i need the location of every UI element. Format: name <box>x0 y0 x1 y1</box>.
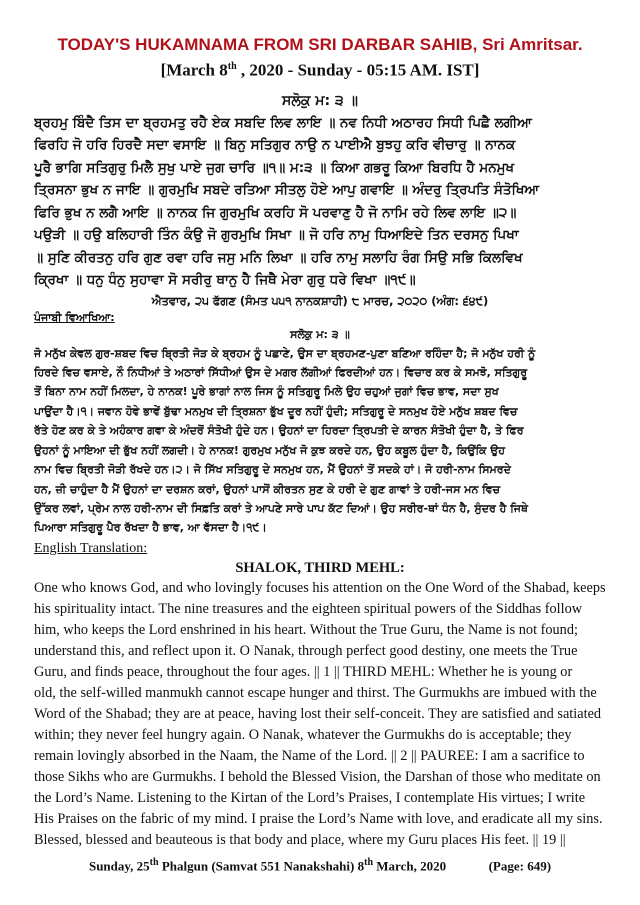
english-line: remain lovingly absorbed in the Naam, the Name of the Lord. || 2 || PAUREE: I am a sacrifice to <box>34 747 585 764</box>
subtitle-date: [March 8 <box>160 60 228 80</box>
vyakhia-line: ਨਾਮ ਵਿਚ ਬ੍ਰਿਤੀ ਜੋੜੀ ਰੱਖਦੇ ਹਨ।੨। ਜੋ ਸਿੱਖ ਸਤਿਗੁਰੂ ਦੇ ਸਨਮੁਖ ਹਨ, ਮੈਂ ਉਹਨਾਂ ਤੋਂ ਸਦਕੇ ਹਾਂ। ਜੋ ਹਰੀ-ਨਾਮ ਸਿਮਰਦੇ <box>34 463 511 477</box>
english-line: understand this, and reflect upon it. O Nanak, through perfect good destiny, one meets the True <box>34 642 578 659</box>
gurmukhi-date-line: ਐਤਵਾਰ, ੨੫ ਫੱਗਣ (ਸੰਮਤ ੫੫੧ ਨਾਨਕਸ਼ਾਹੀ) ੮ ਮਾਰਚ, ੨੦੨੦ (ਅੰਗ: ੬੪੯) <box>151 293 489 308</box>
vyakhia-line: ਉੱਕਰ ਲਵਾਂ, ਪ੍ਰੇਮ ਨਾਲ ਹਰੀ-ਨਾਮ ਦੀ ਸਿਫ਼ਤਿ ਕਰਾਂ ਤੇ ਆਪਣੇ ਸਾਰੇ ਪਾਪ ਕੱਟ ਦਿਆਂ। ਉਹ ਸਰੀਰ-ਥਾਂ ਧੰਨ ਹੈ, ਸੁੰਦਰ ਹੈ ਜਿਥੇ <box>34 501 528 515</box>
english-line: his spirituality intact. The nine treasures and the eighteen spiritual powers of the Siddhas follow <box>34 600 583 617</box>
footer-page-number: (Page: 649) <box>488 858 552 874</box>
vyakhia-heading: ਸਲੋਕੁ ਮ: ੩ ॥ <box>290 327 350 341</box>
vyakhia-line: ਹਿਰਦੇ ਵਿਚ ਵਸਾਏ, ਨੌ ਨਿਧੀਆਂ ਤੇ ਅਠਾਰਾਂ ਸਿੱਧੀਆਂ ਉਸ ਦੇ ਮਗਰ ਲੱਗੀਆਂ ਫਿਰਦੀਆਂ ਹਨ। ਵਿਚਾਰ ਕਰ ਕੇ ਸਮਝੋ, ਸਤਿਗੁਰੂ <box>34 366 528 380</box>
english-line: Blessed, blessed and beauteous is that body and place, where my Guru places His feet. || 19 || <box>34 831 566 848</box>
english-line: within; they never feel hungry again. O Nanak, whatever the Gurmukhs do is acceptable; they <box>34 726 572 743</box>
english-line: the Lord’s Name. Listening to the Kirtan of the Lord’s Praises, I contemplate His virtues; I write <box>34 789 586 806</box>
vyakhia-line: ਹਨ, ਜ਼ੀ ਚਾਹੁੰਦਾ ਹੈ ਮੈਂ ਉਹਨਾਂ ਦਾ ਦਰਸ਼ਨ ਕਰਾਂ, ਉਹਨਾਂ ਪਾਸੋਂ ਕੀਰਤਨ ਸੁਣ ਕੇ ਹਰੀ ਦੇ ਗੁਣ ਗਾਵਾਂ ਤੇ ਹਰੀ-ਜਸ ਮਨ ਵਿਚ <box>34 482 501 496</box>
english-line: Word of the Shabad; they are at peace, having lost their self-conceit. They are satisfied and satiated <box>34 705 602 722</box>
footer-ordinal-2: th <box>364 856 374 868</box>
english-translation-text <box>34 578 606 851</box>
english-line: His Praises on the fabric of my mind. I praise the Lord’s Name with love, and eradicate all my sins. <box>34 810 603 827</box>
subtitle-time: , 2020 - Sunday - 05:15 AM. IST] <box>236 60 480 80</box>
vyakhia-line: ਤੋਂ ਬਿਨਾ ਨਾਮ ਨਹੀਂ ਮਿਲਦਾ, ਹੇ ਨਾਨਕ! ਪੂਰੇ ਭਾਗਾਂ ਨਾਲ ਜਿਸ ਨੂੰ ਸਤਿਗੁਰੂ ਮਿਲੇ ਉਹ ਚਹੁਆਂ ਜੁਗਾਂ ਵਿਚ ਭਾਵ, ਸਦਾ ਸੁਖ <box>34 385 499 399</box>
page-title: TODAY'S HUKAMNAMA FROM SRI DARBAR SAHIB, Sri Amritsar. <box>57 35 583 54</box>
vyakhia-line: ਜੋ ਮਨੁੱਖ ਕੇਵਲ ਗੁਰ-ਸ਼ਬਦ ਵਿਚ ਬ੍ਰਿਤੀ ਜੋੜ ਕੇ ਬ੍ਰਹਮ ਨੂੰ ਪਛਾਣੇ, ਉਸ ਦਾ ਬ੍ਰਹਮਣ-ਪੁਣਾ ਬਣਿਆ ਰਹਿੰਦਾ ਹੈ; ਜੋ ਮਨੁੱਖ ਹਰੀ ਨੂੰ <box>34 346 536 360</box>
footer-weekday: Sunday, 25 <box>88 858 150 874</box>
punjabi-vyakhia-label: ਪੰਜਾਬੀ ਵਿਆਖਿਆ: <box>34 310 115 324</box>
vyakhia-line: ਰੱਤੇ ਹੋਣ ਕਰ ਕੇ ਤੇ ਅਹੰਕਾਰ ਗਵਾ ਕੇ ਅੰਦਰੋਂ ਸੰਤੋਖੀ ਹੁੰਦੇ ਹਨ। ਉਹਨਾਂ ਦਾ ਹਿਰਦਾ ਤ੍ਰਿਪਤੀ ਦੇ ਕਾਰਨ ਸੰਤੋਖੀ ਹੁੰਦਾ ਹੈ, ਤੇ ਫਿਰ <box>34 424 524 438</box>
footer-samvat: Phalgun (Samvat 551 Nanakshahi) 8 <box>158 858 365 874</box>
gurbani-line: ॥ ਸੁਣਿ ਕੀਰਤਨੁ ਹਰਿ ਗੁਣ ਰਵਾ ਹਰਿ ਜਸੁ ਮਨਿ ਲਿਖਾ ॥ ਹਰਿ ਨਾਮੁ ਸਲਾਹਿ ਰੰਗ ਸਿਉ ਸਭਿ ਕਿਲਵਿਖ <box>34 249 523 266</box>
gurbani-line: ਤ੍ਰਿਸਨਾ ਭੁਖ ਨ ਜਾਇ ॥ ਗੁਰਮੁਖਿ ਸਬਦੇ ਰਤਿਆ ਸੀਤਲੁ ਹੋਏ ਆਪੁ ਗਵਾਇ ॥ ਅੰਦਰੁ ਤ੍ਰਿਪਤਿ ਸੰਤੋਖਿਆ <box>34 182 540 199</box>
english-line: those Sikhs who are Gurmukhs. I behold the Blessed Vision, the Darshan of those who meditate on <box>34 768 601 785</box>
english-line: Guru, and finds peace, throughout the four ages. || 1 || THIRD MEHL: Whether he is young or <box>34 663 573 680</box>
footer-month: March, 2020 <box>373 858 447 874</box>
english-line: old, the self-willed manmukh cannot escape hunger and thirst. The Gurmukhs are imbued with the <box>34 684 597 701</box>
vyakhia-line: ਪਾਉਂਦਾ ਹੈ।੧। ਜਵਾਨ ਹੋਵੇ ਭਾਵੇਂ ਬੁੱਢਾ ਮਨਮੁਖ ਦੀ ਤ੍ਰਿਸ਼ਨਾ ਭੁੱਖ ਦੂਰ ਨਹੀਂ ਹੁੰਦੀ; ਸਤਿਗੁਰੂ ਦੇ ਸਨਮੁਖ ਹੋਏ ਮਨੁੱਖ ਸ਼ਬਦ ਵਿਚ <box>34 404 518 418</box>
page-subtitle <box>34 56 606 82</box>
gurbani-line: ਕ੍ਰਿਖਾ ॥ ਧਨੁ ਧੰਨੁ ਸੁਹਾਵਾ ਸੋ ਸਰੀਰੁ ਥਾਨੁ ਹੈ ਜਿਥੈ ਮੇਰਾ ਗੁਰੁ ਧਰੇ ਵਿਖਾ ॥੧੯॥ <box>34 272 416 289</box>
punjabi-vyakhia-text <box>34 344 606 538</box>
footer-date-line <box>34 853 606 876</box>
gurbani-line: ਬ੍ਰਹਮੁ ਬਿੰਦੈ ਤਿਸ ਦਾ ਬ੍ਰਹਮਤੁ ਰਹੈ ਏਕ ਸਬਦਿ ਲਿਵ ਲਾਇ ॥ ਨਵ ਨਿਧੀ ਅਠਾਰਹ ਸਿਧੀ ਪਿਛੈ ਲਗੀਆ <box>34 114 532 131</box>
english-line: him, who keeps the Lord enshrined in his heart. Without the True Guru, the Name is not found; <box>34 621 578 638</box>
vyakhia-line: ਪਿਆਰਾ ਸਤਿਗੁਰੂ ਪੈਰ ਰੱਖਦਾ ਹੈ ਭਾਵ, ਆ ਵੱਸਦਾ ਹੈ।੧੯। <box>34 521 267 535</box>
english-heading: SHALOK, THIRD MEHL: <box>235 559 405 576</box>
english-translation-label: English Translation: <box>34 540 148 556</box>
gurbani-line: ਪਉੜੀ ॥ ਹਉ ਬਲਿਹਾਰੀ ਤਿੰਨ ਕੰਉ ਜੋ ਗੁਰਮੁਖਿ ਸਿਖਾ ॥ ਜੋ ਹਰਿ ਨਾਮੁ ਧਿਆਇਦੇ ਤਿਨ ਦਰਸਨੁ ਪਿਖਾ <box>34 227 519 244</box>
gurbani-line: ਫਿਰਹਿ ਜੋ ਹਰਿ ਹਿਰਦੈ ਸਦਾ ਵਸਾਇ ॥ ਬਿਨੁ ਸਤਿਗੁਰ ਨਾਉ ਨ ਪਾਈਐ ਬੁਝਹੁ ਕਰਿ ਵੀਚਾਰੁ ॥ ਨਾਨਕ <box>34 137 516 154</box>
gurbani-line: ਫਿਰਿ ਭੁਖ ਨ ਲਗੈ ਆਇ ॥ ਨਾਨਕ ਜਿ ਗੁਰਮੁਖਿ ਕਰਹਿ ਸੋ ਪਰਵਾਣੁ ਹੈ ਜੋ ਨਾਮਿ ਰਹੇ ਲਿਵ ਲਾਇ ॥੨॥ <box>34 204 517 221</box>
gurbani-heading: ਸਲੋਕੁ ਮ: ੩ ॥ <box>282 92 358 109</box>
gurbani-line: ਪੂਰੈ ਭਾਗਿ ਸਤਿਗੁਰੁ ਮਿਲੈ ਸੁਖੁ ਪਾਏ ਜੁਗ ਚਾਰਿ ॥੧॥ ਮ:੩ ॥ ਕਿਆ ਗਭਰੂ ਕਿਆ ਬਿਰਧਿ ਹੈ ਮਨਮੁਖ <box>34 159 515 176</box>
subtitle-ordinal: th <box>227 61 237 72</box>
footer-ordinal-1: th <box>149 856 159 868</box>
vyakhia-line: ਉਹਨਾਂ ਨੂੰ ਮਾਇਆ ਦੀ ਭੁੱਖ ਨਹੀਂ ਲਗਦੀ। ਹੇ ਨਾਨਕ! ਗੁਰਮੁਖ ਮਨੁੱਖ ਜੋ ਕੁਝ ਕਰਦੇ ਹਨ, ਉਹ ਕਬੂਲ ਹੁੰਦਾ ਹੈ, ਕਿਉਂਕਿ ਉਹ <box>34 443 506 457</box>
english-line: One who knows God, and who lovingly focuses his attention on the One Word of the Shabad, keeps <box>34 579 606 596</box>
gurbani-text <box>34 112 606 292</box>
